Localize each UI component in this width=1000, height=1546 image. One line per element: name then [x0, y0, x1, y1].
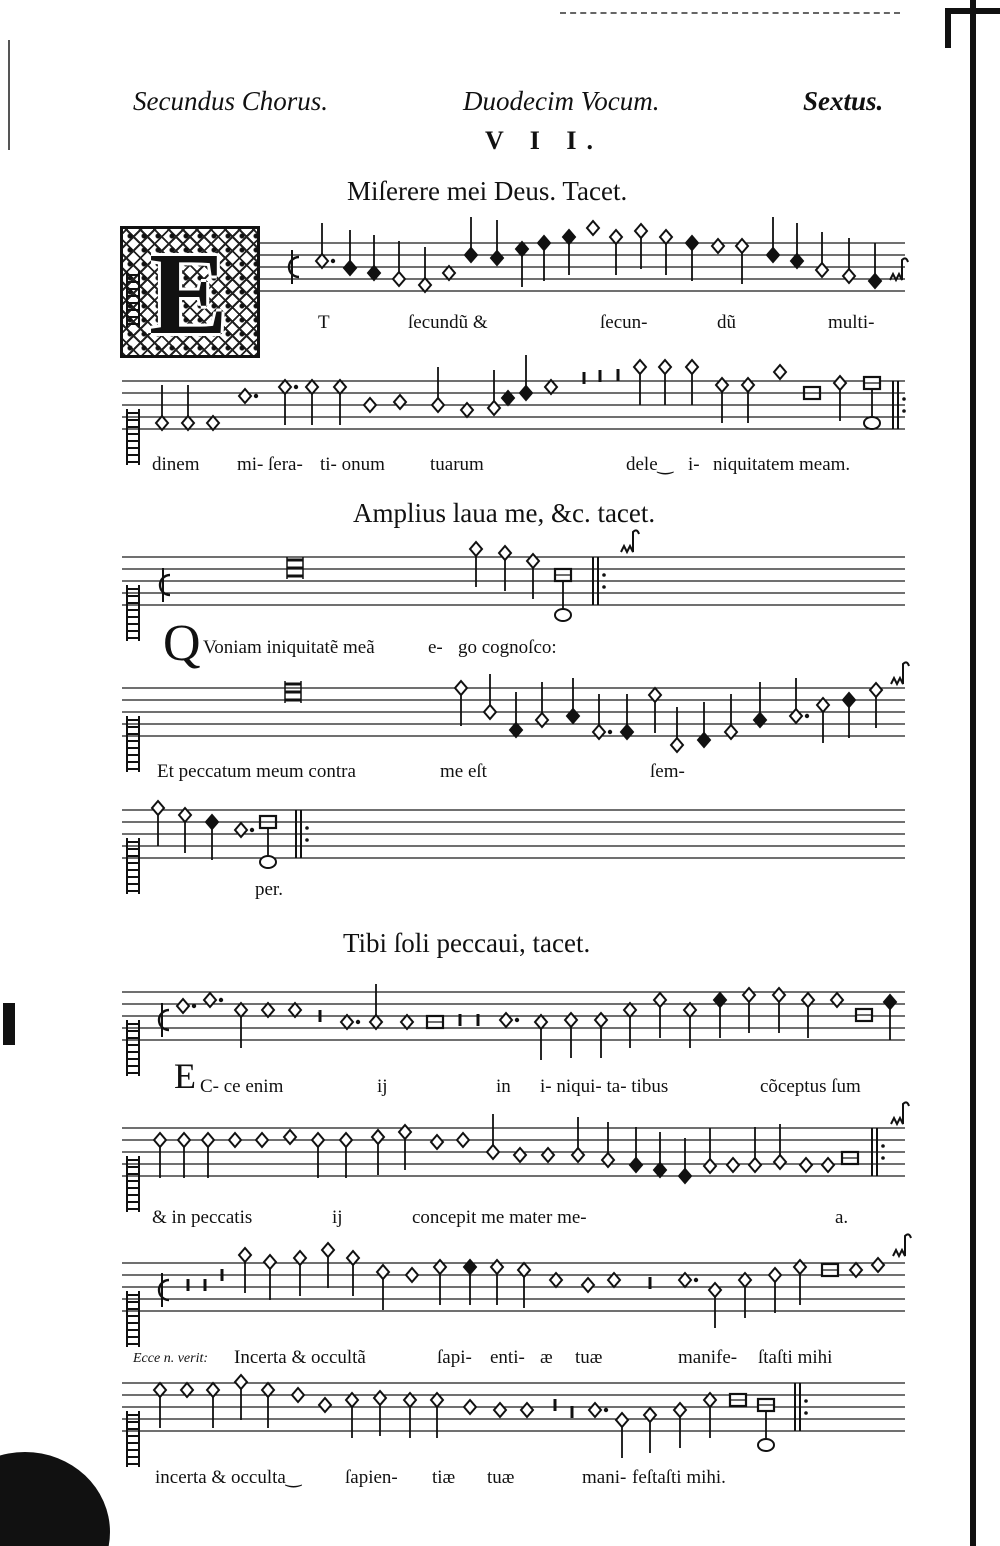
lyric: ij: [377, 1076, 388, 1097]
hollow-note: [341, 1015, 353, 1029]
hollow-note: [399, 1125, 411, 1139]
mensuration-sign: [159, 1010, 169, 1030]
part-label: Sextus.: [803, 86, 884, 116]
hollow-note: [154, 1383, 166, 1397]
hollow-note: [843, 269, 855, 283]
note-dot: [294, 385, 298, 389]
hollow-note: [182, 416, 194, 430]
voices-label: Duodecim Vocum.: [463, 86, 660, 116]
note-dot: [250, 828, 254, 832]
hollow-note: [443, 266, 455, 280]
hollow-note: [401, 1015, 413, 1029]
lyric: ſtaſti mihi: [758, 1347, 833, 1368]
lyric: tuarum: [430, 454, 484, 475]
hollow-note: [850, 1263, 862, 1277]
lyric: e-: [428, 637, 443, 658]
hollow-note: [419, 278, 431, 292]
hollow-note: [727, 1158, 739, 1172]
hollow-note: [316, 254, 328, 268]
note-dot: [219, 998, 223, 1002]
hollow-note: [572, 1148, 584, 1162]
filled-note: [464, 1260, 476, 1274]
hollow-note: [822, 1158, 834, 1172]
hollow-note: [743, 988, 755, 1002]
hollow-note: [704, 1159, 716, 1173]
lyric: go cognoſco:: [458, 637, 557, 658]
hollow-note: [457, 1133, 469, 1147]
hollow-note: [610, 230, 622, 244]
hollow-note: [156, 416, 168, 430]
filled-note: [491, 251, 503, 265]
verse-marker: Ecce n. verit:: [133, 1351, 209, 1366]
hollow-note: [602, 1153, 614, 1167]
hollow-note: [207, 1383, 219, 1397]
hollow-note: [649, 688, 661, 702]
lyric: concepit me mater me-: [412, 1207, 587, 1228]
hollow-note: [870, 683, 882, 697]
hollow-note: [736, 239, 748, 253]
hollow-note: [802, 993, 814, 1007]
lyric: ſem-: [650, 761, 685, 782]
hollow-note: [725, 725, 737, 739]
final-note: [864, 417, 880, 429]
final-note: [555, 609, 571, 621]
breve-note: [758, 1399, 774, 1411]
hollow-note: [831, 993, 843, 1007]
hollow-note: [491, 1260, 503, 1274]
page-edge-right: [970, 0, 976, 1546]
barline-dot: [602, 585, 606, 589]
hollow-note: [178, 1133, 190, 1147]
hollow-note: [769, 1268, 781, 1282]
hollow-note: [177, 999, 189, 1013]
breve-note: [555, 569, 571, 581]
filled-note: [567, 709, 579, 723]
filled-note: [869, 274, 881, 288]
hollow-note: [334, 380, 346, 394]
filled-note: [654, 1163, 666, 1177]
hollow-note: [264, 1255, 276, 1269]
filled-note: [344, 261, 356, 275]
hollow-note: [431, 1393, 443, 1407]
hollow-note: [659, 360, 671, 374]
filled-note: [206, 815, 218, 829]
hollow-note: [235, 823, 247, 837]
hollow-note: [432, 398, 444, 412]
lyric: cõceptus ſum: [760, 1076, 861, 1097]
hollow-note: [527, 554, 539, 568]
hollow-note: [500, 1013, 512, 1027]
hollow-note: [671, 738, 683, 752]
hollow-note: [181, 1383, 193, 1397]
custos: [621, 530, 639, 552]
filled-note: [465, 248, 477, 262]
note-dot: [331, 259, 335, 263]
hollow-note: [593, 725, 605, 739]
hollow-note: [742, 378, 754, 392]
note-dot: [604, 1408, 608, 1412]
hollow-note: [235, 1003, 247, 1017]
hollow-note: [816, 263, 828, 277]
section-title-amplius: Amplius laua me, &c. tacet.: [353, 498, 656, 528]
hollow-note: [306, 380, 318, 394]
hollow-note: [289, 1003, 301, 1017]
lyric: i-: [688, 454, 700, 475]
lyric: tiæ: [432, 1467, 456, 1488]
lyric: ſecundũ &: [408, 312, 488, 333]
initial-e: E: [174, 1056, 196, 1096]
lyric: feſtaſti mihi.: [632, 1467, 726, 1488]
lyric: ij: [332, 1207, 343, 1228]
note-dot: [356, 1020, 360, 1024]
hollow-note: [488, 401, 500, 415]
page-edge-corner-stroke: [945, 8, 951, 48]
lyric: æ: [540, 1347, 553, 1368]
lyric: a.: [835, 1207, 849, 1228]
hollow-note: [487, 1145, 499, 1159]
hollow-note: [589, 1403, 601, 1417]
note-dot: [805, 714, 809, 718]
lyric: T: [318, 312, 330, 333]
barline-dot: [602, 573, 606, 577]
hollow-note: [704, 1393, 716, 1407]
hollow-note: [587, 221, 599, 235]
lyric: C- ce enim: [200, 1076, 284, 1097]
hollow-note: [774, 1155, 786, 1169]
page-edge-corner: [945, 8, 1000, 14]
lyric: i- niqui- ta- tibus: [540, 1076, 669, 1097]
mensuration-sign: [159, 1280, 169, 1300]
hollow-note: [660, 230, 672, 244]
filled-note: [791, 254, 803, 268]
hollow-note: [616, 1413, 628, 1427]
hollow-note: [431, 1135, 443, 1149]
custos: [891, 1102, 909, 1124]
hollow-note: [624, 1003, 636, 1017]
margin-mark: [8, 40, 10, 150]
hollow-note: [393, 272, 405, 286]
final-note: [758, 1439, 774, 1451]
breve-note: [822, 1264, 838, 1276]
note-dot: [254, 394, 258, 398]
hollow-note: [712, 239, 724, 253]
hollow-note: [514, 1148, 526, 1162]
hollow-note: [152, 801, 164, 815]
hollow-note: [582, 1278, 594, 1292]
hollow-note: [179, 808, 191, 822]
hollow-note: [686, 360, 698, 374]
filled-note: [754, 713, 766, 727]
hollow-note: [322, 1243, 334, 1257]
final-note: [260, 856, 276, 868]
hollow-note: [535, 1015, 547, 1029]
lyric: Incerta & occultã: [234, 1347, 366, 1368]
breve-note: [730, 1394, 746, 1406]
hollow-note: [470, 542, 482, 556]
mensuration-sign: [160, 575, 170, 595]
lyric: mi-: [237, 454, 264, 475]
filled-note: [884, 995, 896, 1009]
hollow-note: [872, 1258, 884, 1272]
hollow-note: [773, 988, 785, 1002]
hollow-note: [377, 1265, 389, 1279]
hollow-note: [434, 1260, 446, 1274]
lyric: ſecun-: [600, 312, 648, 333]
lyric: incerta & occulta‿: [155, 1467, 302, 1488]
hollow-note: [716, 378, 728, 392]
hollow-note: [790, 709, 802, 723]
barline-dot: [902, 397, 906, 401]
filled-note: [510, 723, 522, 737]
page-rule-dashed: [560, 12, 900, 14]
hollow-note: [679, 1273, 691, 1287]
lyric: ſera-: [268, 454, 303, 475]
section-title-tibi: Tibi ſoli peccaui, tacet.: [343, 928, 591, 958]
mensuration-sign: [289, 257, 299, 277]
breve-note: [864, 377, 880, 389]
hollow-note: [521, 1403, 533, 1417]
lyric: ti- onum: [320, 454, 385, 475]
lyric: & in peccatis: [152, 1207, 253, 1228]
hollow-note: [279, 380, 291, 394]
hollow-note: [406, 1268, 418, 1282]
hollow-note: [518, 1263, 530, 1277]
barline-dot: [902, 409, 906, 413]
custos: [890, 258, 908, 280]
filled-note: [679, 1169, 691, 1183]
hollow-note: [284, 1130, 296, 1144]
hollow-note: [794, 1260, 806, 1274]
barline-dot: [881, 1144, 885, 1148]
barline-dot: [305, 826, 309, 830]
hollow-note: [370, 1015, 382, 1029]
lyric: ſapien-: [345, 1467, 398, 1488]
filled-note: [698, 733, 710, 747]
lyric: multi-: [828, 312, 875, 333]
breve-note: [427, 1016, 443, 1028]
hollow-note: [800, 1158, 812, 1172]
filled-note: [520, 386, 532, 400]
hollow-note: [484, 705, 496, 719]
hollow-note: [494, 1403, 506, 1417]
filled-note: [621, 725, 633, 739]
custos: [893, 1234, 911, 1256]
lyric: Voniam iniquitatẽ meã: [203, 637, 375, 658]
lyric: niquitatem meam.: [713, 454, 851, 475]
note-dot: [694, 1278, 698, 1282]
initial-letter: E: [149, 228, 228, 359]
hollow-note: [739, 1273, 751, 1287]
hollow-note: [262, 1383, 274, 1397]
hollow-note: [294, 1251, 306, 1265]
hollow-note: [340, 1133, 352, 1147]
hollow-note: [154, 1133, 166, 1147]
lyric: Et peccatum meum contra: [157, 761, 356, 782]
lyric: per.: [255, 879, 283, 900]
hollow-note: [545, 380, 557, 394]
note-dot: [192, 1004, 196, 1008]
lyric: tuæ: [487, 1467, 515, 1488]
hollow-note: [347, 1251, 359, 1265]
filled-note: [630, 1158, 642, 1172]
hollow-note: [709, 1283, 721, 1297]
filled-note: [516, 242, 528, 256]
hollow-note: [464, 1400, 476, 1414]
hollow-note: [499, 546, 511, 560]
hollow-note: [774, 365, 786, 379]
hollow-note: [204, 993, 216, 1007]
hollow-note: [542, 1148, 554, 1162]
decorated-initial: [120, 226, 260, 358]
barline-dot: [305, 838, 309, 842]
lyric: tuæ: [575, 1347, 603, 1368]
hollow-note: [461, 403, 473, 417]
breve-note: [842, 1152, 858, 1164]
initial-q: Q: [163, 615, 201, 672]
breve-note: [260, 816, 276, 828]
hollow-note: [207, 416, 219, 430]
breve-note: [856, 1009, 872, 1021]
barline-dot: [881, 1156, 885, 1160]
lyric: me eſt: [440, 761, 487, 782]
hollow-note: [749, 1158, 761, 1172]
hollow-note: [674, 1403, 686, 1417]
lyric: ſapi-: [437, 1347, 472, 1368]
hollow-note: [455, 681, 467, 695]
hollow-note: [608, 1273, 620, 1287]
section-title-miserere: Miſerere mei Deus. Tacet.: [347, 176, 628, 206]
hollow-note: [374, 1391, 386, 1405]
piece-number: V I I.: [485, 126, 604, 155]
note-dot: [515, 1018, 519, 1022]
lyric: enti-: [490, 1347, 525, 1368]
hollow-note: [404, 1393, 416, 1407]
filled-note: [563, 230, 575, 244]
hollow-note: [312, 1133, 324, 1147]
barline-dot: [804, 1399, 808, 1403]
hollow-note: [684, 1003, 696, 1017]
filled-note: [368, 266, 380, 280]
margin-mark: [3, 1003, 15, 1045]
thumb-shadow: [0, 1452, 110, 1546]
hollow-note: [550, 1273, 562, 1287]
hollow-note: [239, 1248, 251, 1262]
hollow-note: [565, 1013, 577, 1027]
filled-note: [767, 248, 779, 262]
hollow-note: [364, 398, 376, 412]
note-dot: [608, 730, 612, 734]
hollow-note: [346, 1393, 358, 1407]
lyric: dũ: [717, 312, 736, 333]
filled-note: [538, 236, 550, 250]
barline-dot: [804, 1411, 808, 1415]
hollow-note: [536, 713, 548, 727]
filled-note: [843, 693, 855, 707]
lyric: in: [496, 1076, 511, 1097]
hollow-note: [654, 993, 666, 1007]
hollow-note: [595, 1013, 607, 1027]
hollow-note: [319, 1398, 331, 1412]
breve-note: [804, 387, 820, 399]
filled-note: [686, 236, 698, 250]
chorus-label: Secundus Chorus.: [133, 86, 328, 116]
hollow-note: [394, 395, 406, 409]
custos: [891, 662, 909, 684]
lyric: dele‿: [626, 454, 673, 475]
hollow-note: [202, 1133, 214, 1147]
hollow-note: [256, 1133, 268, 1147]
lyric: dinem: [152, 454, 200, 475]
hollow-note: [239, 389, 251, 403]
lyric: manife-: [678, 1347, 738, 1368]
hollow-note: [644, 1408, 656, 1422]
hollow-note: [834, 376, 846, 390]
hollow-note: [292, 1388, 304, 1402]
hollow-note: [817, 698, 829, 712]
filled-note: [714, 993, 726, 1007]
hollow-note: [634, 360, 646, 374]
lyric: mani-: [582, 1467, 627, 1488]
hollow-note: [635, 224, 647, 238]
hollow-note: [372, 1130, 384, 1144]
hollow-note: [262, 1003, 274, 1017]
hollow-note: [229, 1133, 241, 1147]
filled-note: [502, 391, 514, 405]
hollow-note: [235, 1375, 247, 1389]
